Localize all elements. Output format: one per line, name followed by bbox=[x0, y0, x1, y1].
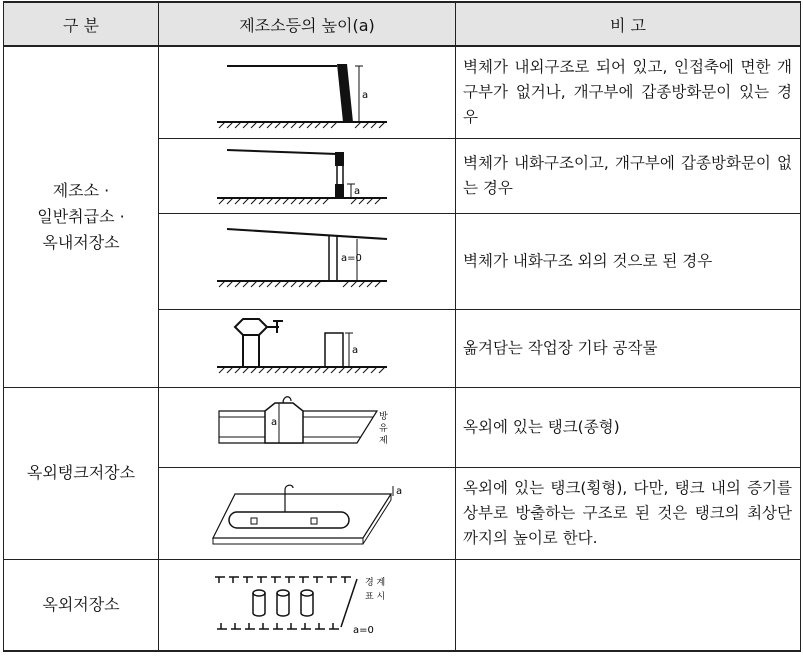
height-label: a bbox=[354, 185, 361, 197]
category-label: 옥외저장소 bbox=[42, 594, 120, 614]
height-label: a bbox=[352, 345, 359, 356]
remark-cell bbox=[456, 559, 801, 651]
dike-label: 방 bbox=[379, 412, 388, 422]
figure-fireproof-wall bbox=[207, 52, 407, 132]
figure-non-fireproof-wall bbox=[207, 219, 407, 303]
height-label: a bbox=[362, 90, 369, 102]
figure-cell bbox=[159, 46, 456, 138]
height-label: a bbox=[396, 486, 403, 497]
figure-cell bbox=[159, 387, 456, 467]
category-indoor bbox=[4, 46, 159, 387]
figure-cell bbox=[159, 309, 456, 387]
category-outdoor-storage bbox=[4, 559, 159, 651]
remark-cell: 옥외에 있는 탱크(횡형), 다만, 탱크 내의 증기를 상부로 방출하는 구조로 된 것은 탱크의 최상단까지의 높이로 한다. bbox=[456, 467, 801, 559]
figure-horizontal-tank bbox=[207, 472, 407, 554]
remark-cell: 옮겨담는 작업장 기타 공작물 bbox=[456, 309, 801, 387]
remark-cell: 벽체가 내화구조이고, 개구부에 갑종방화문이 없는 경우 bbox=[456, 138, 801, 213]
header-remarks: 비 고 bbox=[456, 2, 801, 46]
header-height: 제조소등의 높이(a) bbox=[159, 2, 456, 46]
figure-vertical-tank bbox=[207, 391, 407, 463]
header-category: 구 분 bbox=[4, 2, 159, 46]
height-table bbox=[3, 1, 801, 652]
remark-cell: 벽체가 내외구조로 되어 있고, 인접축에 면한 개구부가 없거나, 개구부에 갑종방화문이 있는 경우 bbox=[456, 46, 801, 138]
remark-cell: 벽체가 내화구조 외의 것으로 된 경우 bbox=[456, 213, 801, 309]
figure-outdoor-storage bbox=[207, 563, 407, 647]
figure-cell bbox=[159, 467, 456, 559]
height-label: a bbox=[271, 417, 278, 428]
figure-fireproof-wall-no-door bbox=[207, 142, 407, 210]
dike-label: 유 bbox=[379, 424, 388, 434]
height-label: a=0 bbox=[353, 624, 374, 636]
figure-cell bbox=[159, 559, 456, 651]
boundary-label: 표 시 bbox=[365, 591, 386, 602]
figure-cell bbox=[159, 213, 456, 309]
boundary-label: 경 계 bbox=[365, 577, 386, 588]
remark-cell: 옥외에 있는 탱크(종형) bbox=[456, 387, 801, 467]
category-label: 제조소 · 일반취급소 · 옥내저장소 bbox=[37, 180, 125, 252]
dike-label: 제 bbox=[379, 436, 388, 446]
category-outdoor-tank bbox=[4, 387, 159, 559]
category-label: 옥외탱크저장소 bbox=[26, 463, 136, 482]
figure-transfer-workplace bbox=[207, 313, 407, 383]
height-label: a=0 bbox=[341, 253, 362, 264]
figure-cell bbox=[159, 138, 456, 213]
